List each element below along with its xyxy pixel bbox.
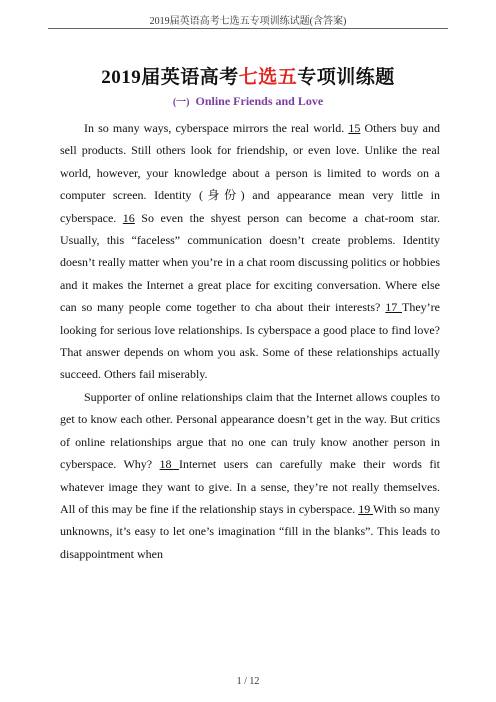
title-highlight: 七选五 — [238, 67, 298, 88]
section-heading — [0, 93, 496, 109]
paragraph-text: Supporter of online relationships claim that the Internet allows couples to get to know each other. Personal appearance doesn’t get in the way. But critics of online relationships argue that no one can truly know another person in cyberspace. Why? — [60, 389, 440, 472]
running-header: 2019届英语高考七选五专项训练试题(含答案) — [149, 16, 347, 27]
blank-16: 16 — [122, 210, 135, 225]
blank-18: 18 — [159, 457, 179, 472]
page-title — [0, 62, 496, 89]
title-prefix: 2019届英语高考 — [101, 67, 239, 88]
section-number: (一) — [172, 97, 190, 108]
title-suffix: 专项训练题 — [297, 67, 395, 88]
paragraph-text: So even the shyest person can become a chat-room star. Usually, this “faceless” communication doesn’t create problems. Identity doesn’t really matter when you’re in a chat room discussing politics or hobbies and it makes the Internet a great place for exciting conversation. Where else can so many people come together to cha about their interests? — [60, 210, 441, 315]
paragraph-1 — [60, 117, 440, 386]
blank-17: 17 — [385, 300, 402, 315]
paragraph-text: With so many unknowns, it’s easy to let one’s imagination “fill in the blanks”. This leads to disappointment when — [60, 501, 440, 561]
passage — [60, 117, 440, 565]
paragraph-text: Internet users can carefully make their words fit whatever image they want to give. In a sense, they’re not really themselves. All of this may be fine if the relationship stays in cyberspace. — [60, 457, 441, 516]
paragraph-text: They’re looking for serious love relationships. Is cyberspace a good place to find love? That answer depends on whom you ask. Some of these relationships actually succeed. Others fail miserably. — [60, 300, 440, 382]
section-title: Online Friends and Love — [195, 94, 324, 108]
paragraph-text: In so many ways, cyberspace mirrors the real world. — [84, 121, 349, 135]
blank-15: 15 — [348, 121, 361, 135]
page-number: 1 / 12 — [236, 676, 260, 687]
paragraph-2 — [60, 386, 440, 565]
blank-19: 19 — [358, 501, 374, 516]
header-divider — [48, 28, 448, 29]
paragraph-text: Others buy and sell products. Still others look for friendship, or even love. Unlike the real world, however, your knowledge about a person is limited to words on a computer screen. Identity (身份) and appearance mean very little in cyberspace. — [60, 121, 441, 225]
